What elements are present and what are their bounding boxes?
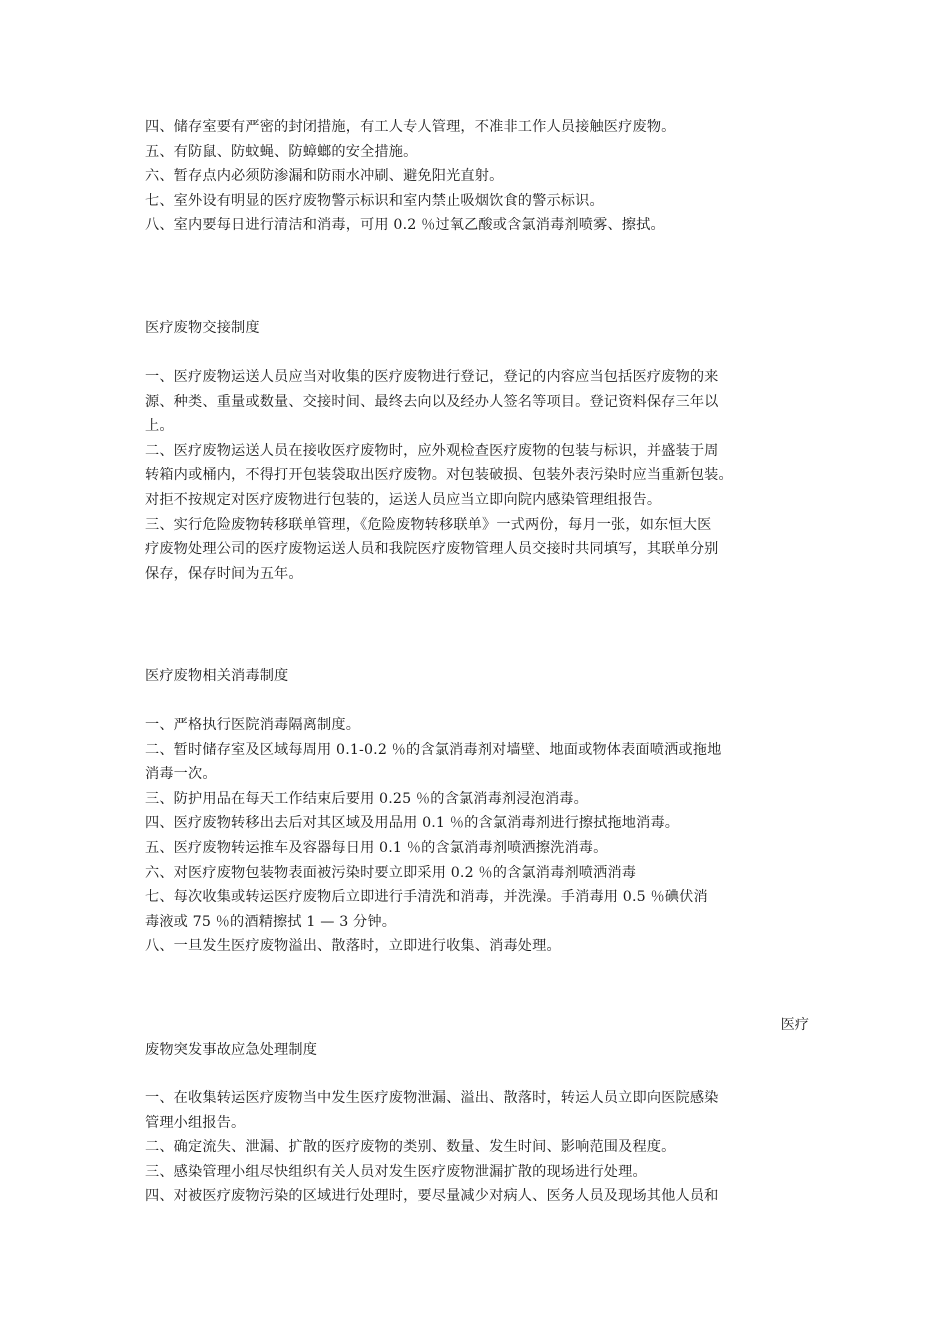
emergency-line-2: 管理小组报告。 <box>145 1114 246 1131</box>
disinfection-line-4: 三、防护用品在每天工作结束后要用 0.25 ％的含氯消毒剂浸泡消毒。 <box>145 790 588 807</box>
disinfection-line-2: 二、暂时储存室及区域每周用 0.1-0.2 ％的含氯消毒剂对墙壁、地面或物体表面喷洒或拖地 <box>145 741 722 758</box>
handover-p1-line1: 一、医疗废物运送人员应当对收集的医疗废物进行登记，登记的内容应当包括医疗废物的来 <box>145 369 719 385</box>
disinfection-line-6: 五、医疗废物转运推车及容器每日用 0.1 ％的含氯消毒剂喷洒擦洗消毒。 <box>145 839 608 856</box>
emergency-title-part1: 医疗 <box>780 1017 809 1033</box>
handover-p3-line1: 三、实行危险废物转移联单管理，《危险废物转移联单》一式两份，每月一张，如东恒大医 <box>145 516 712 533</box>
disinfection-line-9: 毒液或 75 ％的酒精擦拭 1 — 3 分钟。 <box>145 913 397 930</box>
handover-p2-line2: 转箱内或桶内，不得打开包装袋取出医疗废物。对包装破损、包装外表污染时应当重新包装。 <box>145 467 733 484</box>
storage-rule-7: 七、室外设有明显的医疗废物警示标识和室内禁止吸烟饮食的警示标识。 <box>145 192 604 209</box>
handover-p1-line3: 上。 <box>145 418 174 435</box>
handover-p2-line1: 二、医疗废物运送人员在接收医疗废物时，应外观检查医疗废物的包装与标识，并盛装于周 <box>145 442 719 459</box>
emergency-line-1: 一、在收集转运医疗废物当中发生医疗废物泄漏、溢出、散落时，转运人员立即向医院感染 <box>145 1090 719 1106</box>
emergency-section <box>145 1086 809 1209</box>
disinfection-line-10: 八、一旦发生医疗废物溢出、散落时，立即进行收集、消毒处理。 <box>145 938 561 955</box>
handover-title: 医疗废物交接制度 <box>145 320 260 336</box>
handover-p3-line2: 疗废物处理公司的医疗废物运送人员和我院医疗废物管理人员交接时共同填写，其联单分别 <box>145 541 719 558</box>
storage-rules-section <box>145 115 809 238</box>
handover-p2-line3: 对拒不按规定对医疗废物进行包装的，运送人员应当立即向院内感染管理组报告。 <box>145 491 662 508</box>
emergency-title-part2: 废物突发事故应急处理制度 <box>145 1042 318 1058</box>
disinfection-line-1: 一、严格执行医院消毒隔离制度。 <box>145 717 361 733</box>
storage-rule-6: 六、暂存点内必须防渗漏和防雨水冲刷、避免阳光直射。 <box>145 168 504 185</box>
emergency-line-5: 四、对被医疗废物污染的区域进行处理时，要尽量减少对病人、医务人员及现场其他人员和 <box>145 1188 719 1205</box>
handover-p3-line3: 保存，保存时间为五年。 <box>145 565 303 582</box>
disinfection-title: 医疗废物相关消毒制度 <box>145 668 289 684</box>
handover-section <box>145 365 809 586</box>
emergency-line-3: 二、确定流失、泄漏、扩散的医疗废物的类别、数量、发生时间、影响范围及程度。 <box>145 1139 676 1156</box>
handover-p1-line2: 源、种类、重量或数量、交接时间、最终去向以及经办人签名等项目。登记资料保存三年以 <box>145 393 719 410</box>
storage-rule-8: 八、室内要每日进行清洁和消毒，可用 0.2 ％过氧乙酸或含氯消毒剂喷雾、擦拭。 <box>145 217 665 234</box>
disinfection-line-5: 四、医疗废物转移出去后对其区域及用品用 0.1 ％的含氯消毒剂进行擦拭拖地消毒。 <box>145 815 680 832</box>
disinfection-line-3: 消毒一次。 <box>145 766 217 783</box>
disinfection-line-7: 六、对医疗废物包装物表面被污染时要立即采用 0.2 ％的含氯消毒剂喷洒消毒 <box>145 864 637 881</box>
storage-rule-5: 五、有防鼠、防蚊蝇、防蟑螂的安全措施。 <box>145 143 418 160</box>
storage-rule-4: 四、储存室要有严密的封闭措施，有工人专人管理，不准非工作人员接触医疗废物。 <box>145 119 676 135</box>
emergency-line-4: 三、感染管理小组尽快组织有关人员对发生医疗废物泄漏扩散的现场进行处理。 <box>145 1163 647 1180</box>
disinfection-section <box>145 713 809 959</box>
disinfection-line-8: 七、每次收集或转运医疗废物后立即进行手清洗和消毒，并洗澡。手消毒用 0.5 ％碘伏消 <box>145 889 708 906</box>
